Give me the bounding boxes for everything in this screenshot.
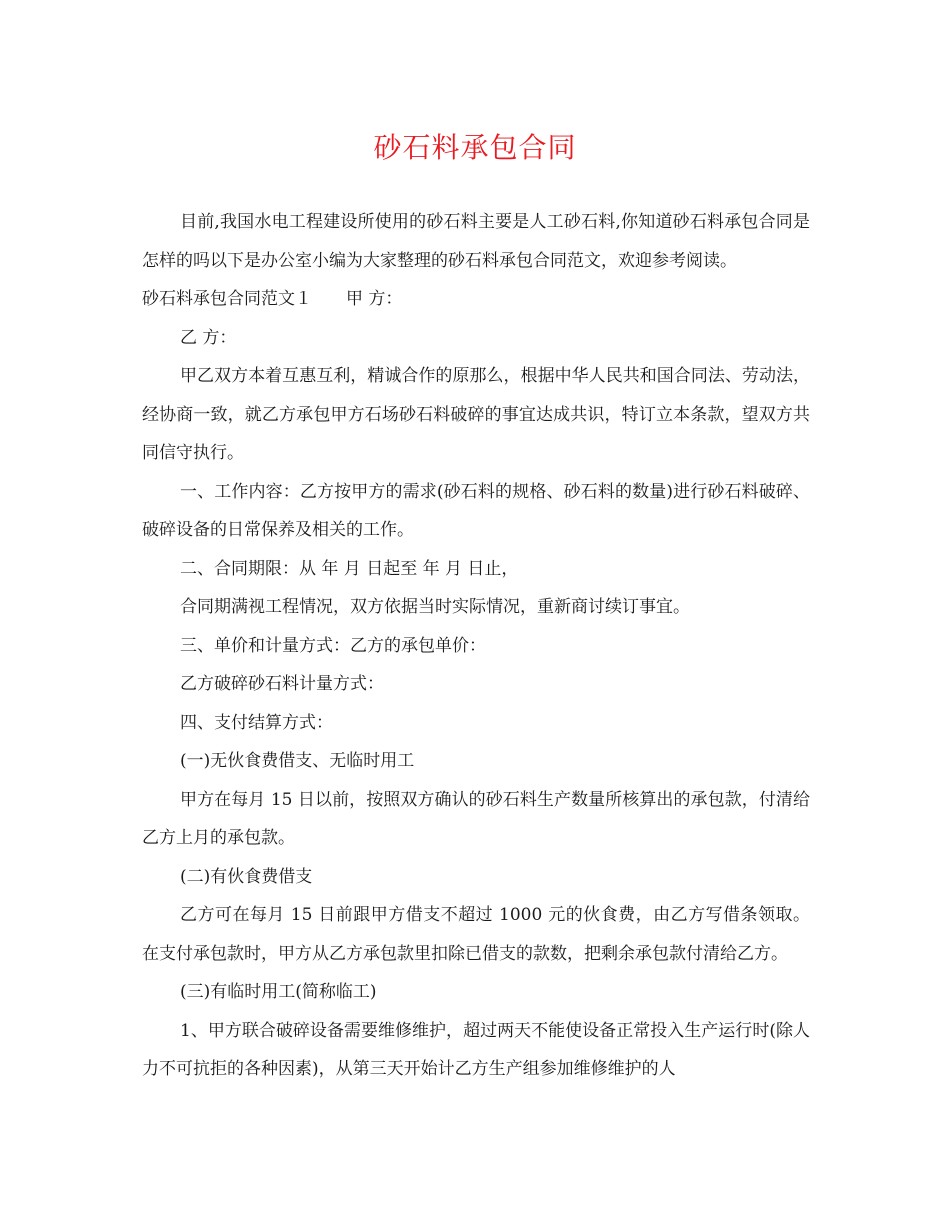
document-body <box>142 203 810 1089</box>
preamble-paragraph: 甲乙双方本着互惠互利，精诚合作的原那么，根据中华人民共和国合同法、劳动法，经协商一致，就乙方承包甲方石场砂石料破碎的事宜达成共识，特订立本条款，望双方共同信守执行。 <box>142 366 810 463</box>
intro-paragraph: 目前,我国水电工程建设所使用的砂石料主要是人工砂石料,你知道砂石料承包合同是怎样的吗以下是办公室小编为大家整理的砂石料承包合同范文，欢迎参考阅读。 <box>142 212 810 271</box>
clause-3: 三、单价和计量方式：乙方的承包单价： <box>180 635 486 656</box>
sub-clause-1-text: 甲方在每月 15 日以前，按照双方确认的砂石料生产数量所核算出的承包款，付清给乙方上月的承包款。 <box>142 789 810 848</box>
clause-2-note: 合同期满视工程情况，双方依据当时实际情况，重新商讨续订事宜。 <box>180 597 690 617</box>
sub-clause-1: (一)无伙食费借支、无临时用工 <box>180 751 415 771</box>
clause-4: 四、支付结算方式： <box>180 712 333 733</box>
sub-clause-3-item-1: 1、甲方联合破碎设备需要维修维护，超过两天不能使设备正常投入生产运行时(除人力不可抗拒的各种因素)，从第三天开始计乙方生产组参加维修维护的人 <box>142 1020 810 1079</box>
sub-clause-3: (三)有临时用工(简称临工) <box>180 982 377 1002</box>
document-title: 砂石料承包合同 <box>373 131 577 164</box>
sub-clause-2-text: 乙方可在每月 15 日前跟甲方借支不超过 1000 元的伙食费，由乙方写借条领取。在支付承包款时，甲方从乙方承包款里扣除已借支的款数，把剩余承包款付清给乙方。 <box>142 905 810 964</box>
party-b-label: 乙 方： <box>180 327 237 348</box>
clause-3-note: 乙方破碎砂石料计量方式： <box>180 674 384 694</box>
sample-heading-line <box>142 280 810 319</box>
clause-2: 二、合同期限：从 年 月 日起至 年 月 日止， <box>180 558 519 579</box>
sub-clause-2: (二)有伙食费借支 <box>180 866 313 887</box>
sample-label: 砂石料承包合同范文１ <box>142 289 312 309</box>
party-a-label: 甲 方： <box>346 289 403 309</box>
clause-1: 一、工作内容：乙方按甲方的需求(砂石料的规格、砂石料的数量)进行砂石料破碎、破碎设备的日常保养及相关的工作。 <box>142 481 810 540</box>
